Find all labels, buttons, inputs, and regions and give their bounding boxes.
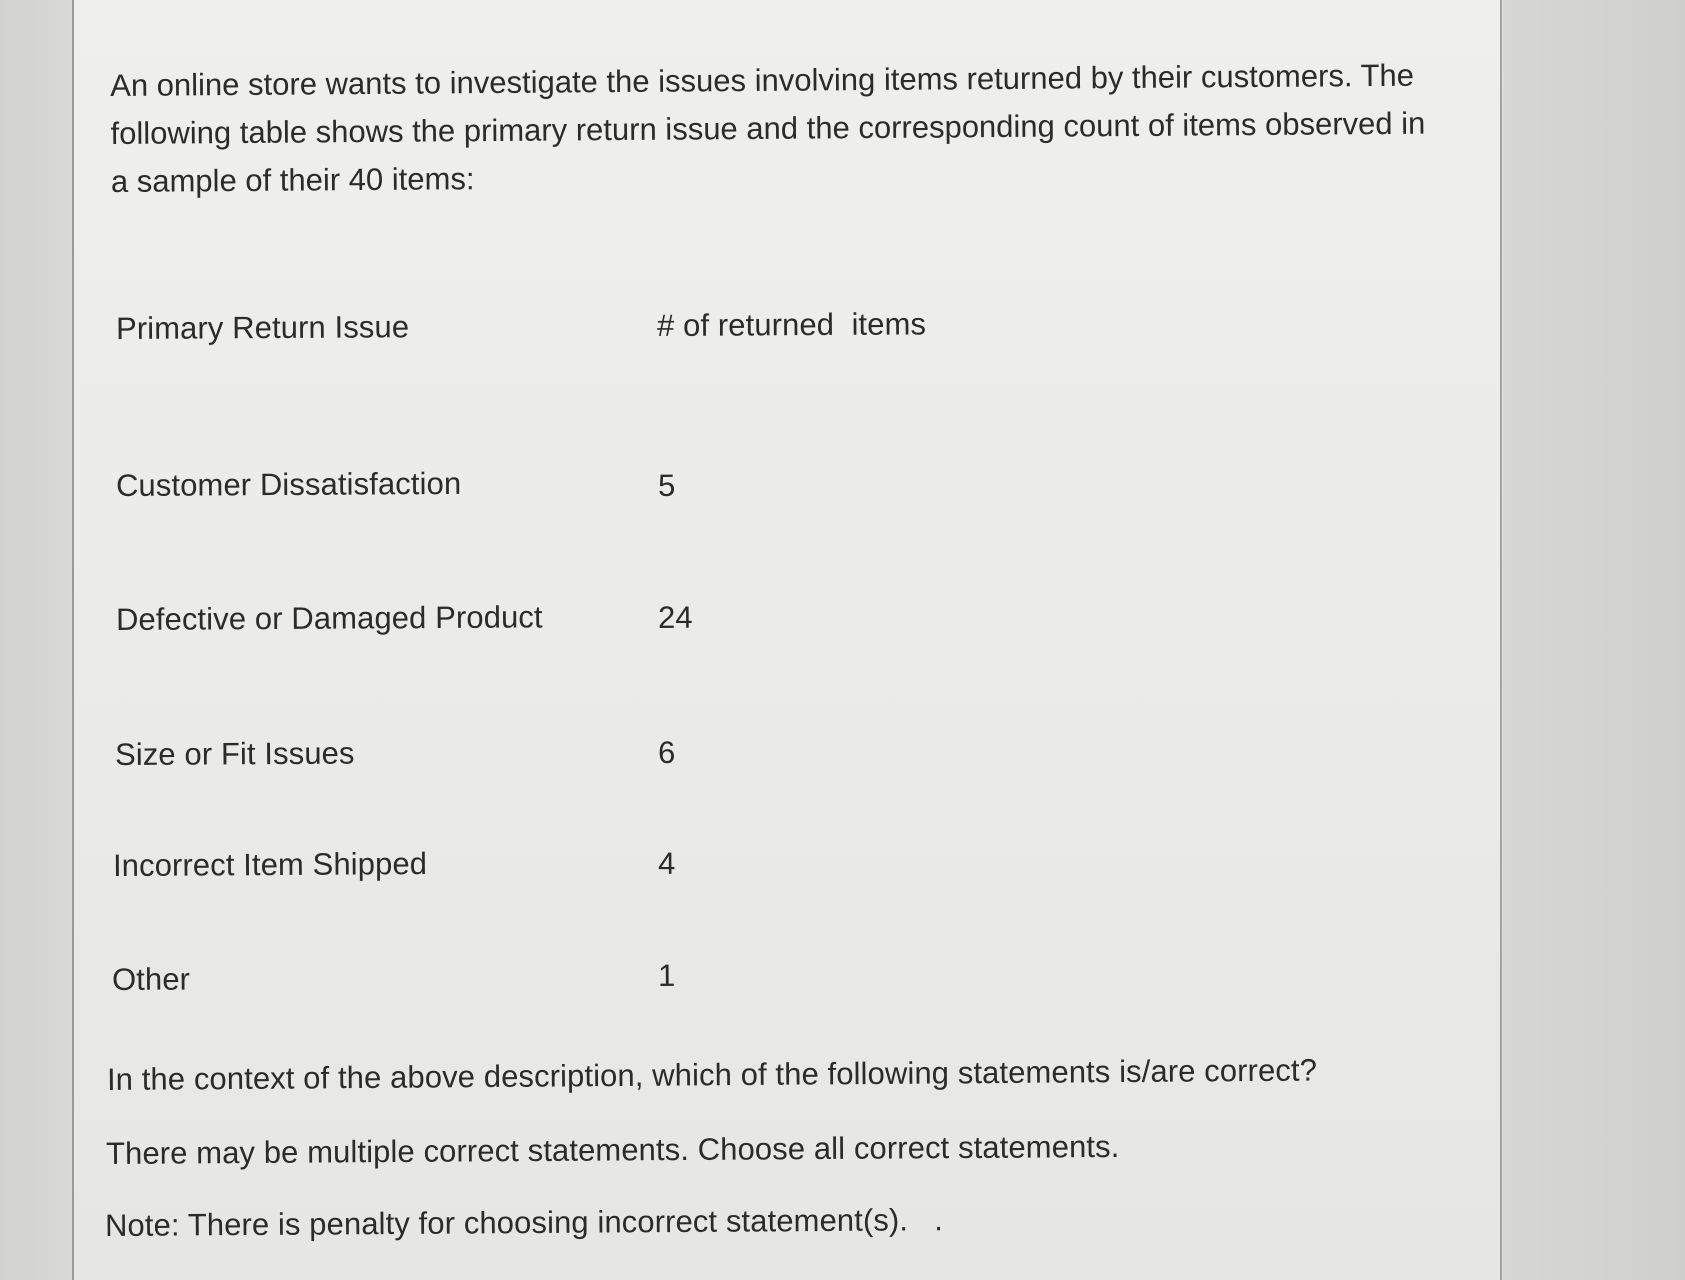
row-issue-size-fit: Size or Fit Issues [114, 735, 355, 772]
question-note: Note: There is penalty for choosing incorrect statement(s). . [104, 1202, 944, 1243]
header-returned-items: # of returned items [656, 306, 927, 343]
row-count-incorrect-item: 4 [657, 845, 676, 881]
row-issue-incorrect-item: Incorrect Item Shipped [112, 846, 428, 883]
row-count-customer-dissatisfaction: 5 [657, 467, 676, 503]
intro-line-3: a sample of their 40 items: [110, 161, 475, 199]
row-count-other: 1 [657, 957, 676, 993]
header-primary-return-issue: Primary Return Issue [115, 309, 410, 346]
row-issue-other: Other [111, 961, 191, 997]
intro-line-1: An online store wants to investigate the issues involving items returned by their customers. The [110, 57, 1415, 103]
question-instruction: There may be multiple correct statements. Choose all correct statements. [105, 1128, 1120, 1171]
background-right-margin [1503, 0, 1685, 1280]
background-left-margin [0, 0, 72, 1280]
problem-intro [110, 51, 1461, 206]
question-prompt: In the context of the above description, which of the following statements is/are correct? [106, 1052, 1318, 1097]
row-count-defective-damaged: 24 [657, 599, 693, 635]
row-issue-customer-dissatisfaction: Customer Dissatisfaction [115, 465, 462, 503]
row-count-size-fit: 6 [657, 734, 676, 770]
row-issue-defective-damaged: Defective or Damaged Product [115, 599, 543, 637]
intro-line-2: following table shows the primary return issue and the corresponding count of items observed in [110, 105, 1426, 151]
